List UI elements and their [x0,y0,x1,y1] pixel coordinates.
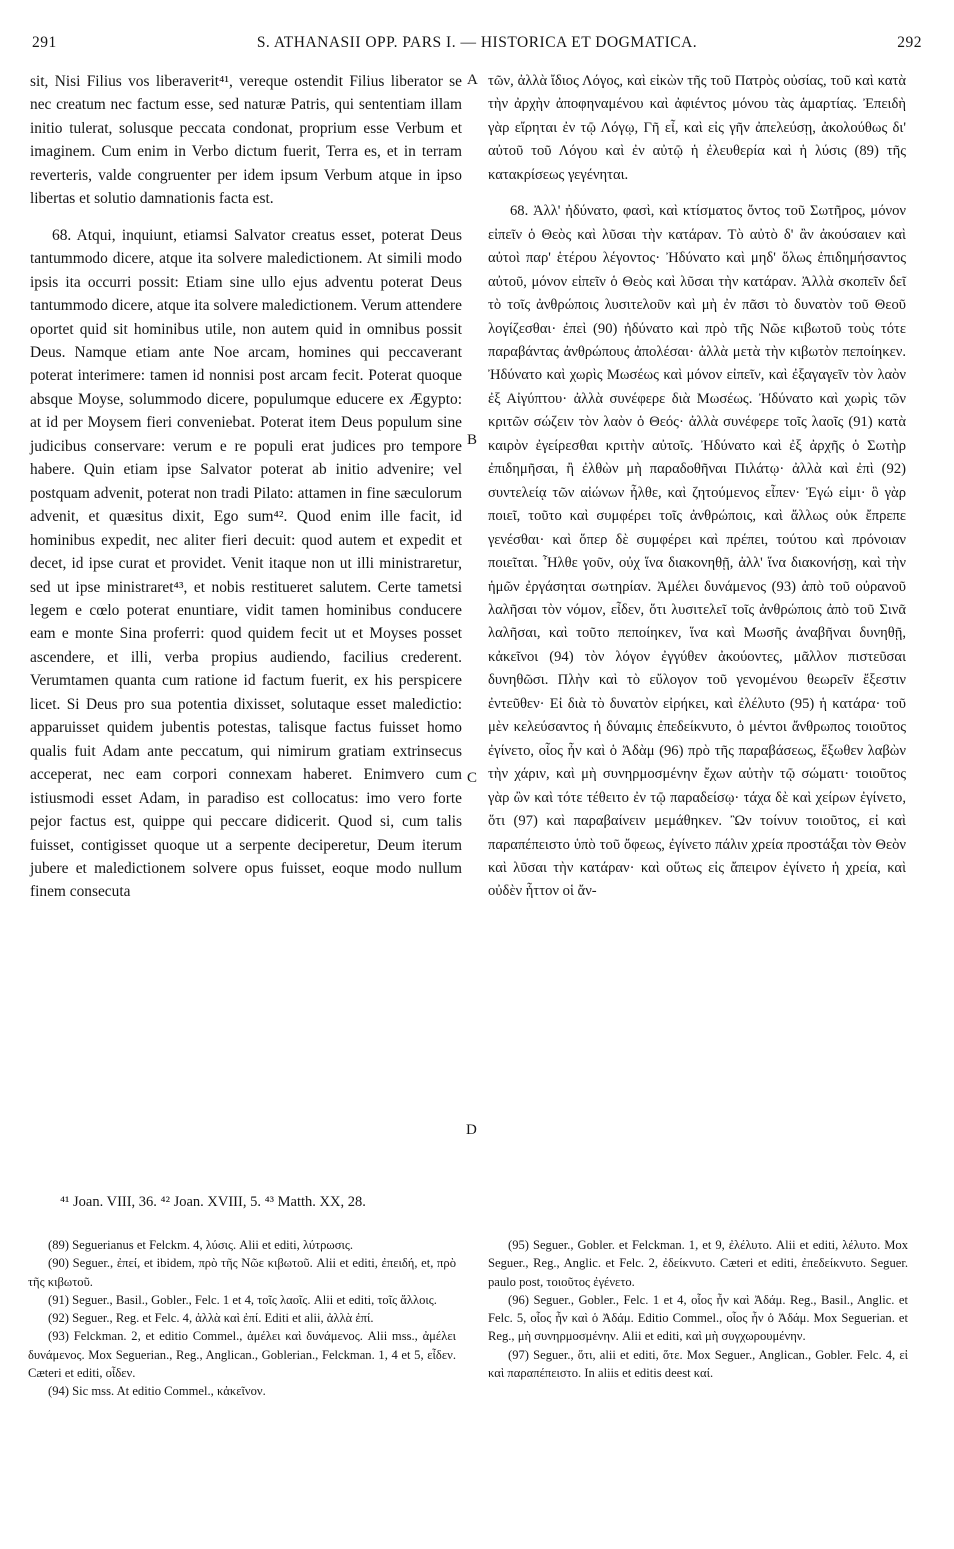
footnote: (95) Seguer., Gobler. et Felckman. 1, et 9, ἐλέλυτο. Alii et editi, λέλυτο. Mox Seguer., Reg., Anglic. et Felc. 2, ἐδείκνυτο. Cæteri et editi, ἐπεδείκνυτο. Seguer. paulo post, τοιοῦτος ἐγένετο. [488,1238,908,1289]
latin-paragraph: 68. Atqui, inquiunt, etiamsi Salvator creatus esset, poterat Deus tantummodo dicere, atque ita solvere maledictionem. At simili modo ipsis ita occurri possit: Etiam sine ullo ejus adventu poterat Deus tantummodo dicere, atque ita solvere maledictionem. Verum attendere oportet quid sit hominibus utile, non autem quid in omnibus possit Deus. Namque etiam ante Noe arcam, homines qui peccaverant poterat interimere: tamen id nonnisi post arcam fecit. Poterat quoque absque Moyse, solummodo dicere, populumque educere ex Ægypto: at id per Moysem fieri conveniebat. Poterat item Deus populum sine judicibus conservare: verum e re populi erat judices pro tempore habere. Quin etiam ipse Salvator poterat ab initio advenire; vel postquam advenit, poterat non tradi Pilato: attamen in fine sæculorum advenit, et quæsitus dixit, Ego sum⁴². Quod enim ille facit, id hominibus expedit, nec aliter fieri decuit: quod autem et expedit et decet, id ipse curat et providet. Venit itaque non ut illi ministraretur, sed ut ipse ministraret⁴³, et nobis restitueret salutem. Certe tametsi legem e cœlo poterat enuntiare, vidit tamen hominibus conducere eam e monte Sina proferri: quod quidem fecit ut et Moyses posset ascendere, et illi, verba propius audiendo, facilius crederent. Verumtamen quanta cum ratione id factum fuerit, ex his perspicere licet. Si Deus pro sua potentia dixisset, solutaque esset maledictio: apparuisset quidem jubentis potestas, talisque factus fuisset homo qualis fuit Adam ante peccatum, qui nimirum gratiam extrinsecus acceperat, nec eam corpori connexam haberet. Enimvero cum istiusmodi esset Adam, in paradiso est collocatus: imo vero forte pejor factus est, quippe qui peccare didicerit. Quod si, cum talis fuisset, contigisset quoque ut a serpente deciperetur, Deum iterum jubere et maledictionem solvere opus fuisset, eoque modo nullum finem consecuta [30,226,462,901]
greek-paragraph: 68. Ἀλλ' ἠδύνατο, φασὶ, καὶ κτίσματος ὄντος τοῦ Σωτῆρος, μόνον εἰπεῖν ὁ Θεὸς καὶ λῦσαι τὴν κατάραν. Τὸ αὐτὸ δ' ἂν ἀκούσαιεν καὶ αὐτοὶ παρ' ἑτέρου λέγοντος· Ἠδύνατο καὶ μηδ' ὅλως ἐπιδημήσαντος αὐτοῦ, μόνον εἰπεῖν ὁ Θεὸς καὶ λῦσαι τὴν κατάραν. Ἀλλὰ σκοπεῖν δεῖ τὸ τοῖς ἀνθρώποις λυσιτελοῦν καὶ μὴ ἐν πᾶσι τὸ δυνατὸν τοῦ Θεοῦ λογίζεσθαι· ἐπεὶ (90) ἠδύνατο καὶ πρὸ τῆς Νῶε κιβωτοῦ τοὺς τότε παραβάντας ἀνθρώπους ἀπολέσαι· ἀλλὰ μετὰ τὴν κιβωτὸν πεποίηκεν. Ἠδύνατο καὶ χωρὶς Μωσέως καὶ μόνον εἰπεῖν, καὶ ἐξαγαγεῖν τὸν λαὸν ἐξ Αἰγύπτου· ἀλλὰ συνέφερε διὰ Μωσέως. Ἠδύνατο καὶ χωρὶς τῶν κριτῶν σώζειν τὸν λαὸν ὁ Θεός· ἀλλὰ συνέφερε τοῖς λαοῖς (91) κατὰ καιρὸν ἐγείρεσθαι κριτὴν αὐτοῖς. Ἠδύνατο καὶ ἐξ ἀρχῆς ὁ Σωτὴρ ἐπιδημῆσαι, ἢ ἐλθὼν μὴ παραδοθῆναι Πιλάτῳ· ἀλλὰ καὶ ἐπὶ (92) συντελείᾳ τῶν αἰώνων ἦλθε, καὶ ζητούμενος εἶπεν· Ἐγώ εἰμι· ὃ γὰρ ποιεῖ, τοῦτο καὶ συμφέρει τοῖς ἀνθρώποις, καὶ ἄλλως οὐκ ἔπρεπε γενέσθαι· καὶ ὅπερ δὲ συμφέρει καὶ πρέπει, τούτου καὶ πρόνοιαν ποιεῖται. Ἦλθε γοῦν, οὐχ ἵνα διακονηθῇ, ἀλλ' ἵνα διακονήσῃ, καὶ τὴν ἡμῶν ἐργάσηται σωτηρίαν. Ἀμέλει δυνάμενος (93) ἀπὸ τοῦ οὐρανοῦ λαλῆσαι τὸν νόμον, εἶδεν, ὅτι λυσιτελεῖ τοῖς ἀνθρώποις ἀπὸ τοῦ Σινᾶ λαλῆσαι, καὶ τοῦτο πεποίηκεν, ἵνα καὶ Μωσῆς ἀναβῆναι δυνηθῇ, κἀκεῖνοι (94) τὸν λόγον ἐγγύθεν ἀκούοντες, μᾶλλον πιστεῦσαι δυνηθῶσι. Πλὴν καὶ τὸ εὔλογον τοῦ γενομένου θεωρεῖν ἔξεστιν ἐντεῦθεν· Εἰ διὰ τὸ δυνατὸν εἰρήκει, καὶ ἐλέλυτο (95) ἡ κατάρα· τοῦ μὲν κελεύσαντος ἡ δύναμις ἐπεδείκνυτο, ὁ μέντοι ἄνθρωπος τοιοῦτος ἐγίνετο, οἷος ἦν καὶ ὁ Ἀδὰμ (96) πρὸ τῆς παραβάσεως, ἔξωθεν λαβὼν τὴν χάριν, καὶ μὴ συνηρμοσμένην ἔχων αὐτὴν τῷ σώματι· τοιοῦτος γὰρ ὢν καὶ τότε τέθειτο ἐν τῷ παραδείσῳ· τάχα δὲ καὶ χείρων ἐγίνετο, ὅτι (97) καὶ παραβαίνειν μεμάθηκεν. Ὢν τοίνυν τοιοῦτος, εἰ καὶ παραπέπειστο ὑπὸ τοῦ ὄφεως, ἐγίνετο πάλιν χρεία προστάξαι τὸν Θεὸν καὶ λῦσαι τὴν κατάραν· καὶ οὕτως εἰς ἄπειρον ἐγίνετο ἡ χρεία, καὶ οὐδὲν ἧττον οἱ ἄν- [488,203,906,900]
running-title: S. ATHANASII OPP. PARS I. — HISTORICA ET DOGMATICA. [256,34,698,51]
footnote: (90) Seguer., ἐπεί, et ibidem, πρὸ τῆς Νῶε κιβωτοῦ. Alii et editi, ἐπειδή, et, πρὸ τῆς κιβωτοῦ. [28,1256,456,1289]
greek-paragraph: τῶν, ἀλλὰ ἴδιος Λόγος, καὶ εἰκὼν τῆς τοῦ Πατρὸς οὐσίας, τοῦ καὶ κατὰ τὴν ἀρχὴν ἀποφηναμένου καὶ ἀφιέντος μόνου τὰς ἁμαρτίας. Ἐπειδὴ γὰρ εἴρηται ἐν τῷ Λόγῳ, Γῆ εἶ, καὶ εἰς γῆν ἀπελεύσῃ, ἀκολούθως δι' αὐτοῦ τοῦ Λόγου καὶ ἐν αὐτῷ ἡ ἐλευθερία καὶ ἡ λύσις (89) τῆς κατακρίσεως γεγένηται. [488,73,906,183]
margin-marker-b: B [467,432,478,448]
footnotes-right [488,1236,908,1382]
margin-marker-c: C [467,770,478,786]
page-number-left: 291 [32,34,57,51]
running-header [32,34,922,64]
footnote: (96) Seguer., Gobler., Felc. 1 et 4, οἷος ἦν καὶ Ἀδάμ. Reg., Basil., Anglic. et Felc. 5, οἷος ἦν καὶ ὁ Ἀδάμ. Editio Commel., οἷος ἦν ὁ Ἀδάμ. Mox Seguerian. et Reg., μὴ συνηρμοσμένην. Alii et editi, καὶ μὴ συγχωρουμένην. [488,1292,908,1344]
margin-marker-a: A [467,72,478,88]
latin-column [30,70,462,904]
scripture-references: ⁴¹ Joan. VIII, 36. ⁴² Joan. XVIII, 5. ⁴³ Matth. XX, 28. [60,1194,366,1210]
page-number-right: 292 [897,34,922,51]
footnotes-left [28,1236,456,1401]
footnote: (92) Seguer., Reg. et Felc. 4, ἀλλὰ καὶ ἐπί. Editi et alii, ἀλλὰ ἐπί. [48,1311,374,1326]
footnote: (91) Seguer., Basil., Gobler., Felc. 1 et 4, τοῖς λαοῖς. Alii et editi, τοῖς ἄλλοις. [48,1292,437,1307]
margin-marker-d: D [466,1122,477,1138]
latin-paragraph: sit, Nisi Filius vos liberaverit⁴¹, vereque ostendit Filius liberator se nec creatum nec factum esse, sed naturæ Patris, qui sententiam illam initio tulerat, solusque peccata condonat, proprium esse Verbum et imaginem. Cum enim in Verbo dictum fuerit, Terra es, et in terram reverteris, valde congruenter per idem ipsum Verbum atque in ipso libertas et solutio damnationis facta est. [30,73,462,208]
footnote: (94) Sic mss. At editio Commel., κἀκεῖνον. [48,1384,266,1399]
footnote: (93) Felckman. 2, et editio Commel., ἀμέλει καὶ δυνάμενος. Alii mss., ἀμέλει δυνάμενος. Mox Seguerian., Reg., Anglican., Goblerian., Felckman. 1, 4 et 5, εἶδεν. Cæteri et editi, οἶδεν. [28,1329,456,1381]
footnote: (97) Seguer., ὅτι, alii et editi, ὅτε. Mox Seguer., Anglican., Gobler. Felc. 4, εἰ καὶ παραπέπειστο. In aliis et editis deest καί. [488,1347,908,1381]
greek-column [488,70,906,904]
footnote: (89) Seguerianus et Felckm. 4, λύσις. Alii et editi, λύτρωσις. [48,1238,354,1252]
